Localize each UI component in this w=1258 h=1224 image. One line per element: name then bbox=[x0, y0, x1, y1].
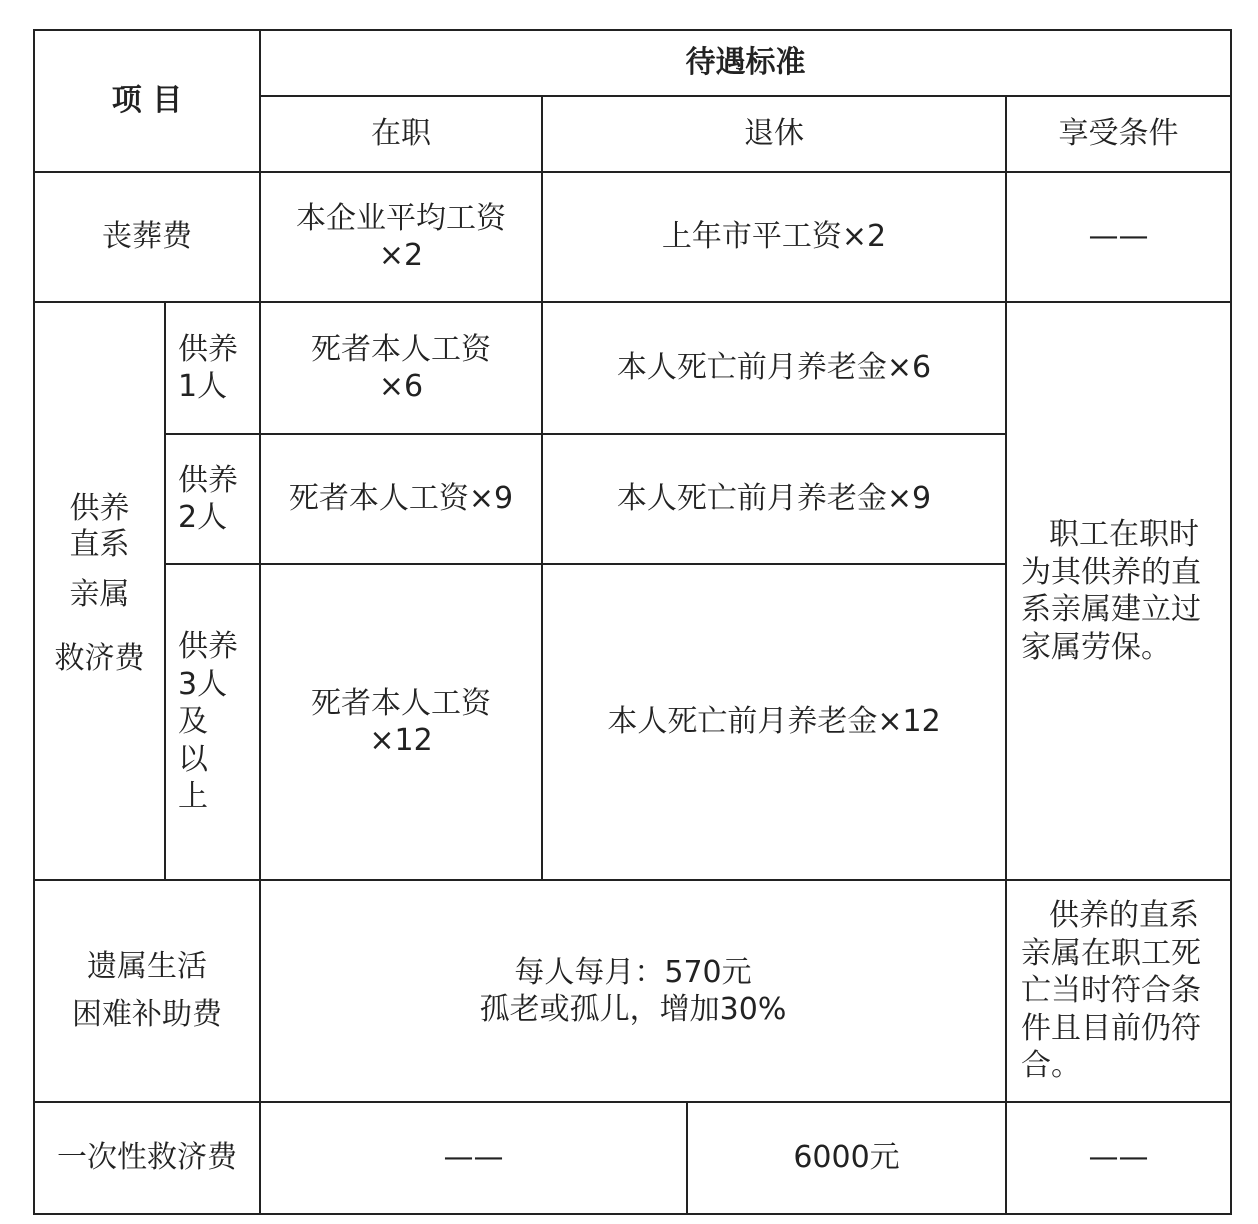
funeral-retired: 上年市平工资×2 bbox=[542, 172, 1006, 302]
relief-sub-3-line3: 及 bbox=[178, 704, 208, 740]
relief-condition-line1: 职工在职时 bbox=[1049, 517, 1200, 552]
funeral-employed bbox=[260, 172, 542, 302]
survivor-label-line2: 困难补助费 bbox=[72, 997, 222, 1032]
survivor-amount-line1: 每人每月：570元 bbox=[514, 954, 752, 990]
relief-retired-1: 本人死亡前月养老金×6 bbox=[542, 302, 1006, 434]
relief-condition bbox=[1006, 302, 1231, 880]
funeral-condition: —— bbox=[1006, 172, 1231, 302]
onetime-employed: —— bbox=[260, 1102, 687, 1214]
relief-label-line1: 供养 bbox=[69, 491, 130, 526]
benefits-table bbox=[33, 29, 1232, 1215]
relief-condition-line4: 家属劳保。 bbox=[1021, 629, 1172, 665]
survivor-condition bbox=[1006, 880, 1231, 1102]
header-item: 项 目 bbox=[34, 30, 260, 172]
header-row-1 bbox=[34, 30, 1231, 96]
relief-sub-3 bbox=[165, 564, 260, 880]
relief-sub-2 bbox=[165, 434, 260, 564]
relief-sub-3-line4: 以 bbox=[178, 741, 208, 777]
relief-label-line2: 直系 bbox=[69, 527, 130, 562]
funeral-employed-line1: 本企业平均工资 bbox=[296, 200, 507, 236]
survivor-condition-line4: 件且目前仍符 bbox=[1021, 1010, 1202, 1046]
header-retired: 退休 bbox=[542, 96, 1006, 172]
relief-retired-2: 本人死亡前月养老金×9 bbox=[542, 434, 1006, 564]
funeral-label: 丧葬费 bbox=[34, 172, 260, 302]
header-standard: 待遇标准 bbox=[260, 30, 1231, 96]
relief-label bbox=[34, 302, 165, 880]
onetime-row bbox=[34, 1102, 1231, 1214]
relief-employed-3-line2: ×12 bbox=[369, 723, 433, 758]
relief-condition-line3: 系亲属建立过 bbox=[1021, 592, 1202, 627]
survivor-condition-line5: 合。 bbox=[1021, 1048, 1082, 1084]
relief-employed-1-line2: ×6 bbox=[378, 369, 424, 404]
funeral-employed-line2: ×2 bbox=[378, 238, 424, 273]
header-condition: 享受条件 bbox=[1006, 96, 1231, 172]
relief-sub-2-line2: 2人 bbox=[178, 500, 228, 535]
header-employed: 在职 bbox=[260, 96, 542, 172]
relief-sub-1 bbox=[165, 302, 260, 434]
relief-employed-3-line1: 死者本人工资 bbox=[311, 685, 492, 721]
survivor-row bbox=[34, 880, 1231, 1102]
relief-employed-1 bbox=[260, 302, 542, 434]
funeral-row bbox=[34, 172, 1231, 302]
onetime-retired: 6000元 bbox=[687, 1102, 1006, 1214]
relief-retired-3: 本人死亡前月养老金×12 bbox=[542, 564, 1006, 880]
relief-sub-3-line5: 上 bbox=[178, 779, 208, 815]
survivor-condition-line1: 供养的直系 bbox=[1049, 898, 1200, 934]
relief-sub-3-line1: 供养 bbox=[178, 629, 238, 665]
relief-sub-2-line1: 供养 bbox=[178, 462, 238, 498]
relief-label-line3: 亲属 bbox=[69, 577, 130, 612]
relief-condition-line2: 为其供养的直 bbox=[1021, 554, 1202, 590]
relief-employed-3 bbox=[260, 564, 542, 880]
relief-sub-1-line1: 供养 bbox=[178, 331, 238, 367]
survivor-label bbox=[34, 880, 260, 1102]
survivor-amount bbox=[260, 880, 1006, 1102]
survivor-label-line1: 遗属生活 bbox=[87, 949, 207, 984]
survivor-condition-line3: 亡当时符合条 bbox=[1021, 973, 1202, 1009]
survivor-condition-line2: 亲属在职工死 bbox=[1021, 935, 1202, 971]
survivor-amount-line2: 孤老或孤儿，增加30% bbox=[479, 992, 787, 1027]
onetime-condition: —— bbox=[1006, 1102, 1231, 1214]
relief-label-line4: 救济费 bbox=[54, 641, 145, 676]
relief-sub-3-line2: 3人 bbox=[178, 666, 228, 702]
onetime-label: 一次性救济费 bbox=[34, 1102, 260, 1214]
relief-sub-1-line2: 1人 bbox=[178, 369, 228, 404]
relief-row-1 bbox=[34, 302, 1231, 434]
relief-employed-1-line1: 死者本人工资 bbox=[311, 331, 492, 367]
relief-employed-2: 死者本人工资×9 bbox=[260, 434, 542, 564]
